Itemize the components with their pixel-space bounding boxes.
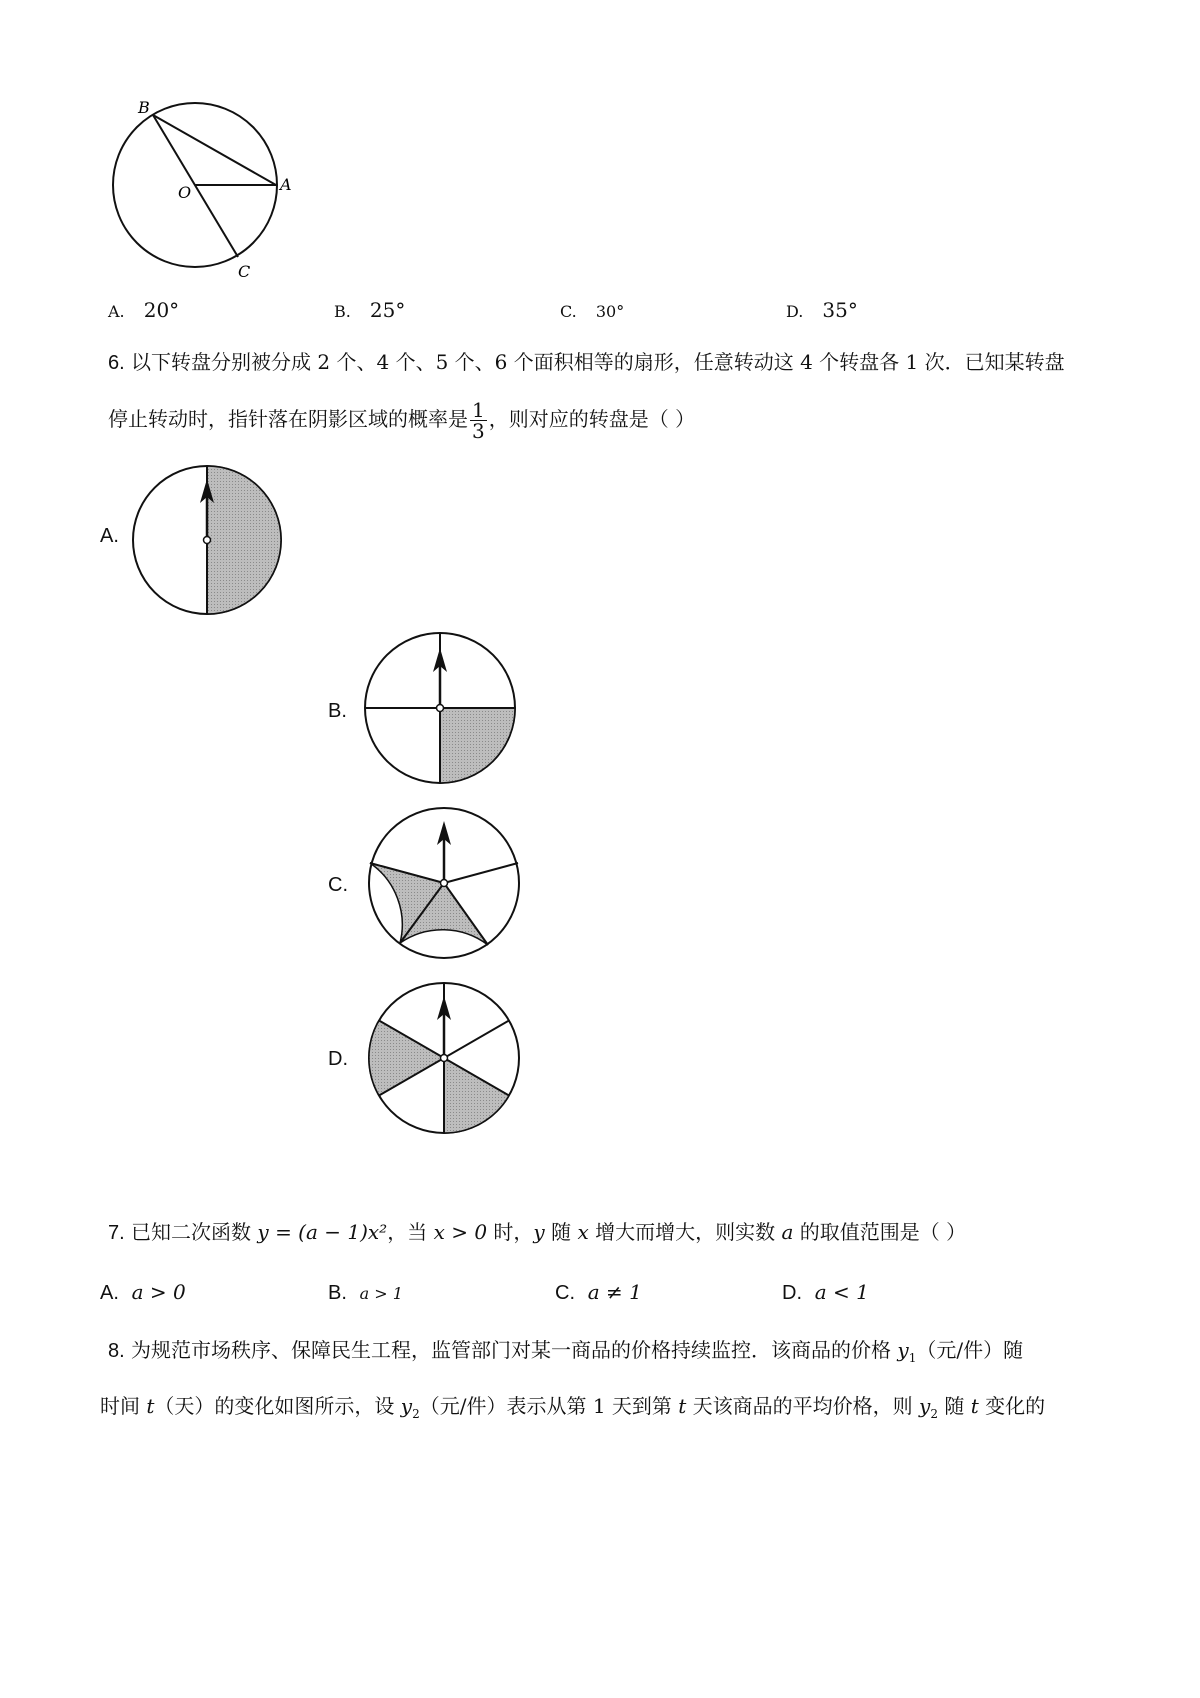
q7-text-mid4: 增大而增大，则实数 — [595, 1220, 776, 1244]
q7-number: 7. — [108, 1222, 125, 1244]
q7-option-b — [328, 1278, 403, 1308]
q8-number: 8. — [108, 1340, 125, 1362]
q8-line-2 — [100, 1392, 1045, 1428]
q6-fraction-denominator: 3 — [472, 419, 485, 443]
q8-var-y1: y — [897, 1338, 909, 1362]
q5-option-c-letter: C. — [560, 302, 577, 321]
q8-text-line2-e: 随 — [944, 1394, 965, 1418]
q5-option-a-letter: A. — [108, 302, 125, 321]
q5-label-o: O — [178, 183, 192, 202]
q7-option-c — [555, 1278, 642, 1307]
q7-option-d-value: a < 1 — [814, 1280, 869, 1304]
q6-text-line2-after: ，则对应的转盘是（ ） — [488, 407, 696, 431]
q5-option-d-value: 35° — [822, 298, 858, 322]
q6-spinner-a-shaded-sector — [207, 466, 281, 614]
q5-option-a — [108, 296, 179, 326]
q7-option-c-value: a ≠ 1 — [587, 1280, 642, 1304]
q6-spinner-b — [362, 630, 518, 786]
q5-chord-ba — [153, 115, 276, 185]
q8-var-t3: t — [970, 1394, 979, 1418]
q6-fraction-numerator: 1 — [472, 398, 485, 422]
q7-text-mid3: 随 — [551, 1220, 572, 1244]
q7-var-y: y — [533, 1220, 545, 1244]
q7-var-a: a — [781, 1220, 794, 1244]
q8-var-y2: y — [400, 1394, 413, 1418]
q6-spinner-b-shaded-sector — [440, 708, 515, 783]
q5-option-c-value: 30° — [595, 302, 625, 321]
q5-option-d — [786, 296, 858, 326]
q7-text-mid1: ，当 — [387, 1220, 428, 1244]
q5-option-b-value: 25° — [369, 298, 406, 322]
q6-line-2 — [108, 400, 695, 441]
q5-option-b — [334, 296, 405, 326]
q7-text-mid2: 时， — [493, 1220, 534, 1244]
q5-option-b-letter: B. — [334, 302, 351, 321]
q8-text-line2-d: 天该商品的平均价格，则 — [692, 1394, 913, 1418]
q6-line-1 — [108, 348, 1065, 377]
q5-option-c — [560, 296, 624, 326]
q8-var-y3-sub: 2 — [930, 1407, 938, 1421]
q6-fraction — [470, 400, 487, 441]
q8-var-y1-sub: 1 — [908, 1351, 917, 1365]
q7-option-c-letter: C. — [555, 1282, 575, 1304]
q7-stem — [108, 1218, 966, 1247]
q8-text-line1-a: 为规范市场秩序、保障民生工程，监管部门对某一商品的价格持续监控．该商品的价格 — [131, 1338, 892, 1362]
q5-label-a: A — [280, 175, 292, 194]
q7-condition: x > 0 — [433, 1220, 488, 1244]
q8-var-t2: t — [678, 1394, 687, 1418]
q6-spinner-a — [130, 463, 284, 617]
q8-var-y3: y — [919, 1394, 931, 1418]
q7-option-d — [782, 1278, 869, 1307]
q7-option-a — [100, 1278, 186, 1307]
q7-text-before: 已知二次函数 — [131, 1220, 252, 1244]
q8-text-line2-f: 变化的 — [985, 1394, 1046, 1418]
q6-number: 6. — [108, 352, 125, 374]
q7-text-after: 的取值范围是（ ） — [799, 1220, 967, 1244]
q7-option-b-value: a > 1 — [359, 1284, 403, 1303]
q6-spinner-c — [366, 805, 522, 961]
q7-option-b-letter: B. — [328, 1282, 347, 1304]
q7-option-a-value: a > 0 — [131, 1280, 186, 1304]
q7-var-x: x — [577, 1220, 589, 1244]
q8-var-y2-sub: 2 — [412, 1407, 420, 1421]
q8-text-line2-b: （天）的变化如图所示，设 — [154, 1394, 395, 1418]
q8-text-line2-a: 时间 — [100, 1394, 140, 1418]
q6-option-b-label: B. — [328, 700, 347, 722]
q7-option-a-letter: A. — [100, 1282, 119, 1304]
q5-label-b: B — [138, 98, 150, 117]
q6-spinner-d — [366, 980, 522, 1136]
q8-line-1 — [108, 1336, 1023, 1372]
q6-option-a-label: A. — [100, 525, 119, 547]
q8-var-t1: t — [146, 1394, 155, 1418]
q6-text-line1: 以下转盘分别被分成 2 个、4 个、5 个、6 个面积相等的扇形，任意转动这 4 个转盘各 1 次．已知某转盘 — [131, 350, 1065, 374]
q6-option-d-label: D. — [328, 1048, 348, 1070]
q7-option-d-letter: D. — [782, 1282, 802, 1304]
q7-formula: y = (a − 1)x² — [257, 1220, 388, 1244]
q5-option-a-value: 20° — [143, 298, 180, 322]
q5-option-d-letter: D. — [786, 302, 804, 321]
q6-text-line2-before: 停止转动时，指针落在阴影区域的概率是 — [108, 407, 468, 431]
q5-circle-figure — [110, 95, 310, 295]
q8-text-line2-c: （元/件）表示从第 1 天到第 — [419, 1394, 672, 1418]
q6-option-c-label: C. — [328, 874, 348, 896]
q8-text-line1-b: （元/件）随 — [916, 1338, 1024, 1362]
q5-label-c: C — [238, 262, 251, 281]
